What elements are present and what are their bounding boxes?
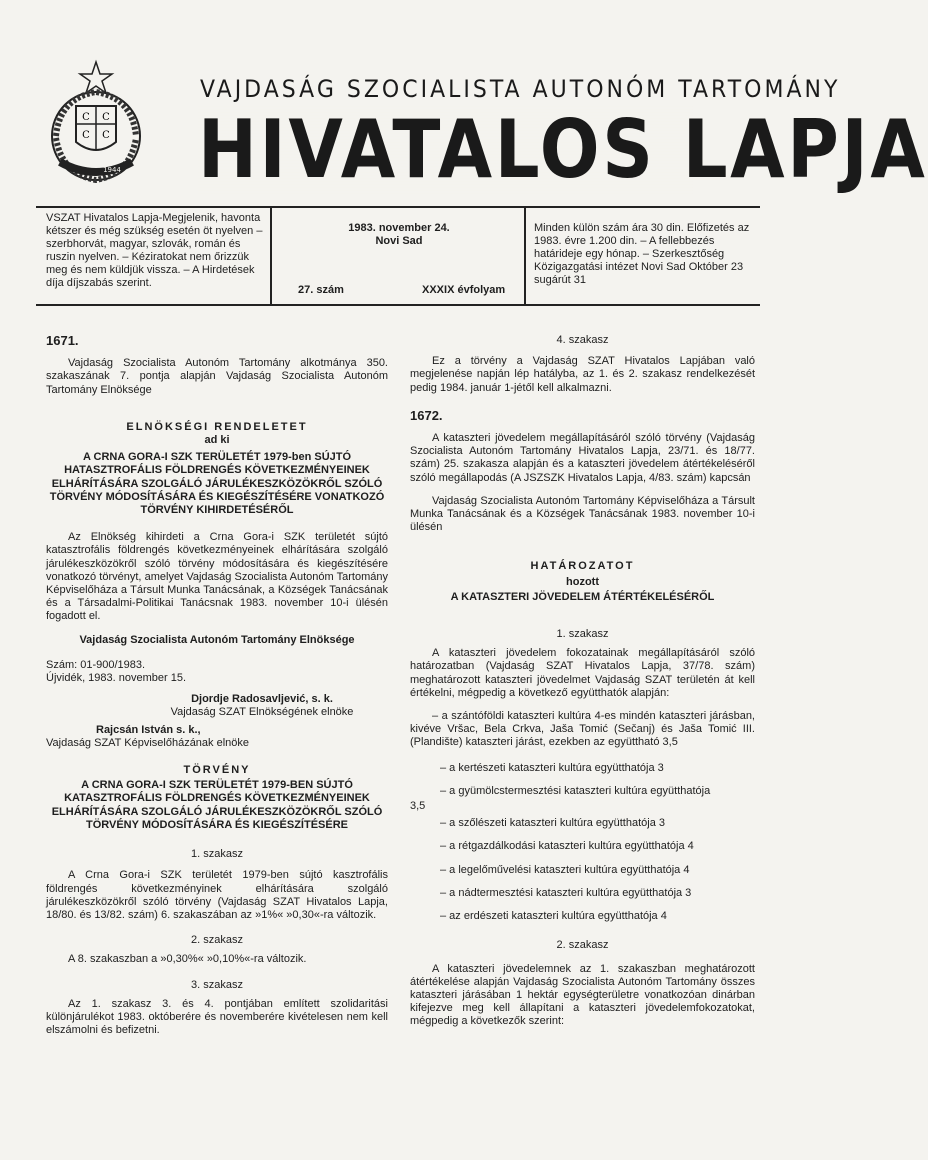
law-section3-title: 3. szakasz [191,978,243,991]
issue-date-block [280,222,518,248]
coefficient-reed: – a nádtermesztési kataszteri kultúra együtthatója 3 [440,886,692,899]
coefficient-horticulture: – a kertészeti kataszteri kultúra együtthatója 3 [440,761,664,774]
coefficient-row [410,762,755,775]
presidency-name: Vajdaság Szocialista Autonóm Tartomány Elnöksége [79,633,355,646]
resolution-subject: A KATASZTERI JÖVEDELEM ÁTÉRTÉKELÉSÉRŐL [450,590,715,603]
law-section2-body: A 8. szakaszban a »0,30%« »0,10%«-ra változik. [68,953,307,966]
resolution-section2-body: A kataszteri jövedelemnek az 1. szakaszban meghatározott átértékelése alapján Vajdaság Szocialista Autonóm Tartomány összes kataszteri járásában 1 hektár egységterületre vonatkozóan dinárban kifejezve meg kell állapítani a kataszteri jövedelemfokozatokat, mégpedig a következők szerint: [410,962,755,1028]
decree-body: Az Elnökség kihirdeti a Crna Gora-i SZK területét sújtó katasztrofális földrengés következményeinek elhárítására szolgáló járulékeszközökről szóló törvény módosítására és kiegészítésére vonatkozó törvényt, amelyet Vajdaság Szocialista Autonóm Tartomány Képviselőháza a Társult Munka Tanácsának, a Községek Tanácsának és a Társadalmi-Politikai Tanácsnak 1983. november 10-i ülésén fogadott el. [46,531,388,623]
reference-date: Újvidék, 1983. november 15. [46,672,187,685]
issue-place: Novi Sad [375,235,423,247]
issue-number: 27. szám [298,284,344,296]
subscription-info: Minden külön szám ára 30 din. Előfizetés az 1983. évre 1.200 din. – A fellebbezés határideje egy hónap. – Szerkesztőség Közigazgatási intézet Novi Sad Október 23 sugárút 31 [534,222,750,286]
signer2-name: Rajcsán István s. k., [96,723,201,736]
reference-number: Szám: 01-900/1983. [46,658,146,671]
act-number: 1671. [46,333,79,348]
signer2-title: Vajdaság SZAT Képviselőházának elnöke [46,736,250,749]
header-divider-right [524,206,526,306]
svg-text:C: C [102,130,110,141]
law-section1-body: A Crna Gora-i SZK területét 1979-ben sújtó kasztrofális földrengés következményinek elhárítására szolgáló járulékeszközökről szóló törvény (Vajdaság SZAT Hivatalos Lapja, 18/80. és 13/82. szám) 6. szakaszában az »1%« »0,30«-ra változik. [46,869,388,921]
issue-date: 1983. november 24. [348,222,450,234]
signer1-title: Vajdaság SZAT Elnökségének elnöke [170,706,354,719]
law-subject: A CRNA GORA-I SZK TERÜLETÉT 1979-BEN SÚJTÓ KATASZTROFÁLIS FÖLDRENGÉS KÖVETKEZMÉNYEINEK ELHÁRÍTÁSÁRA SZOLGÁLÓ JÁRULÉKESZKÖZÖKRŐL SZÓLÓ TÖRVÉNY MÓDOSÍTÁSÁRA ÉS KIEGÉSZÍTÉSÉRE [51,779,383,831]
publication-info: VSZAT Hivatalos Lapja-Megjelenik, havonta kétszer és még szükség esetén öt nyelven – szerbhorvát, magyar, szlovák, román és ruszin nyelven. – Kéziratokat nem őrizzük meg és nem küldjük vissza. – A Hirdetések díja díjszabás szerint. [46,212,263,289]
law-section4-body: Ez a törvény a Vajdaság SZAT Hivatalos Lapjában való megjelenése napján lép hatályba, az 1. és 2. szakasz rendelkezését pedig 1984. január 1-jétől kell alkalmazni. [410,355,755,394]
coefficient-meadow: – a rétgazdálkodási kataszteri kultúra együtthatója 4 [440,840,694,853]
resolution-section1-title: 1. szakasz [556,628,609,641]
coefficient-pasture: – a legelőművelési kataszteri kultúra együtthatója 4 [440,863,690,876]
coefficient-forest: – az erdészeti kataszteri kultúra együtthatója 4 [440,910,667,923]
signer1-name: Djordje Radosavljević, s. k. [191,693,333,706]
resolution-section1-body: A kataszteri jövedelem fokozatainak megállapításáról szóló határozatban (Vajdaság SZAT Hivatalos Lapja, 37/78. szám) meghatározott kataszteri jövedelmet Vajdaság SZAT területén át kell értékelni, mégpedig a következő együtthatók alapján: [410,647,755,699]
crest-year: 1944 [103,166,121,174]
decree-subject: A CRNA GORA-I SZK TERÜLETÉT 1979-ben SÚJTÓ HATASZTROFÁLIS FÖLDRENGÉS KÖVETKEZMÉNYEINEK ELHÁRÍTÁSÁRA SZOLGÁLÓ JÁRULÉKESZKÖZÖKRŐL SZÓLÓ TÖRVÉNY MÓDOSÍTÁSÁRA ÉS KIEGÉSZÍTÉSÉRE VONATKOZÓ TÖRVÉNY KIHIRDETÉSÉRŐL [49,451,385,517]
left-column [46,334,388,1044]
law-section2-title: 2. szakasz [191,934,243,947]
decree-title: ELNÖKSÉGI RENDELETET [126,420,308,433]
svg-text:C: C [82,130,90,141]
law-section1-title: 1. szakasz [191,848,243,861]
coefficient-row [410,864,755,877]
resolution-intro-2: Vajdaság Szocialista Autonóm Tartomány Képviselőháza a Társult Munka Tanácsának és a Községek Tanácsának 1983. november 10-i ülésén [410,494,755,534]
act-number-2: 1672. [410,407,443,423]
coefficient-row [410,910,755,923]
decree-ad-ki: ad ki [204,434,230,447]
coefficient-row [410,800,755,813]
coefficient-row [410,785,755,798]
law-title: TÖRVÉNY [183,764,251,777]
header-divider-left [270,206,272,306]
act-intro: Vajdaság Szocialista Autonóm Tartomány alkotmánya 350. szakaszának 7. pontja alapján Vajdaság Szocialista Autonóm Tartomány Elnöksége [46,357,388,396]
coefficient-viticulture: – a szőlészeti kataszteri kultúra együtthatója 3 [440,817,666,830]
resolution-section2-title: 2. szakasz [556,939,609,952]
resolution-brought: hozott [566,575,599,588]
coefficient-arable: – a szántóföldi kataszteri kultúra 4-es mindén kataszteri járásban, kivéve Vršac, Bela Crkva, Jaša Tomić (Sečanj) és Jaša Tomić III. (Plandište) kataszteri járást, ezekben az együttható 3,5 [410,710,755,749]
coat-of-arms-icon [46,58,146,188]
issue-volume: XXXIX évfolyam [422,284,506,296]
masthead-top-line: VAJDASÁG SZOCIALISTA AUTONÓM TARTOMÁNY [200,76,841,104]
law-section4-title: 4. szakasz [556,334,609,346]
coefficient-row [410,887,755,900]
coefficient-row [410,817,755,830]
svg-text:C: C [102,112,110,123]
header-bottom-rule [36,304,760,306]
masthead-title: HIVATALOS LAPJA [198,103,928,196]
law-section3-body: Az 1. szakasz 3. és 4. pontjában említett szolidaritási különjárulékot 1983. októberére és novemberére kivételesen nem kell elszámolni és befizetni. [46,997,388,1037]
coefficient-row [410,840,755,853]
header-top-rule [36,206,760,208]
svg-text:C: C [82,112,90,123]
coefficient-fruit: – a gyümölcstermesztési kataszteri kultúra együtthatója [440,784,711,797]
coefficient-fruit-value: 3,5 [410,800,426,813]
resolution-title: HATÁROZATOT [530,560,635,573]
right-column [410,334,755,1036]
resolution-intro: A kataszteri jövedelem megállapításáról szóló törvény (Vajdaság Szocialista Autonóm Tartomány Hivatalos Lapja, 23/71. és 18/77. szám) 25. szakasza alapján és a kataszteri jövedelem átértékeléséről szóló megállapodás (A JSZSZK Hivatalos Lapja, 4/83. szám) kapcsán [410,432,755,484]
